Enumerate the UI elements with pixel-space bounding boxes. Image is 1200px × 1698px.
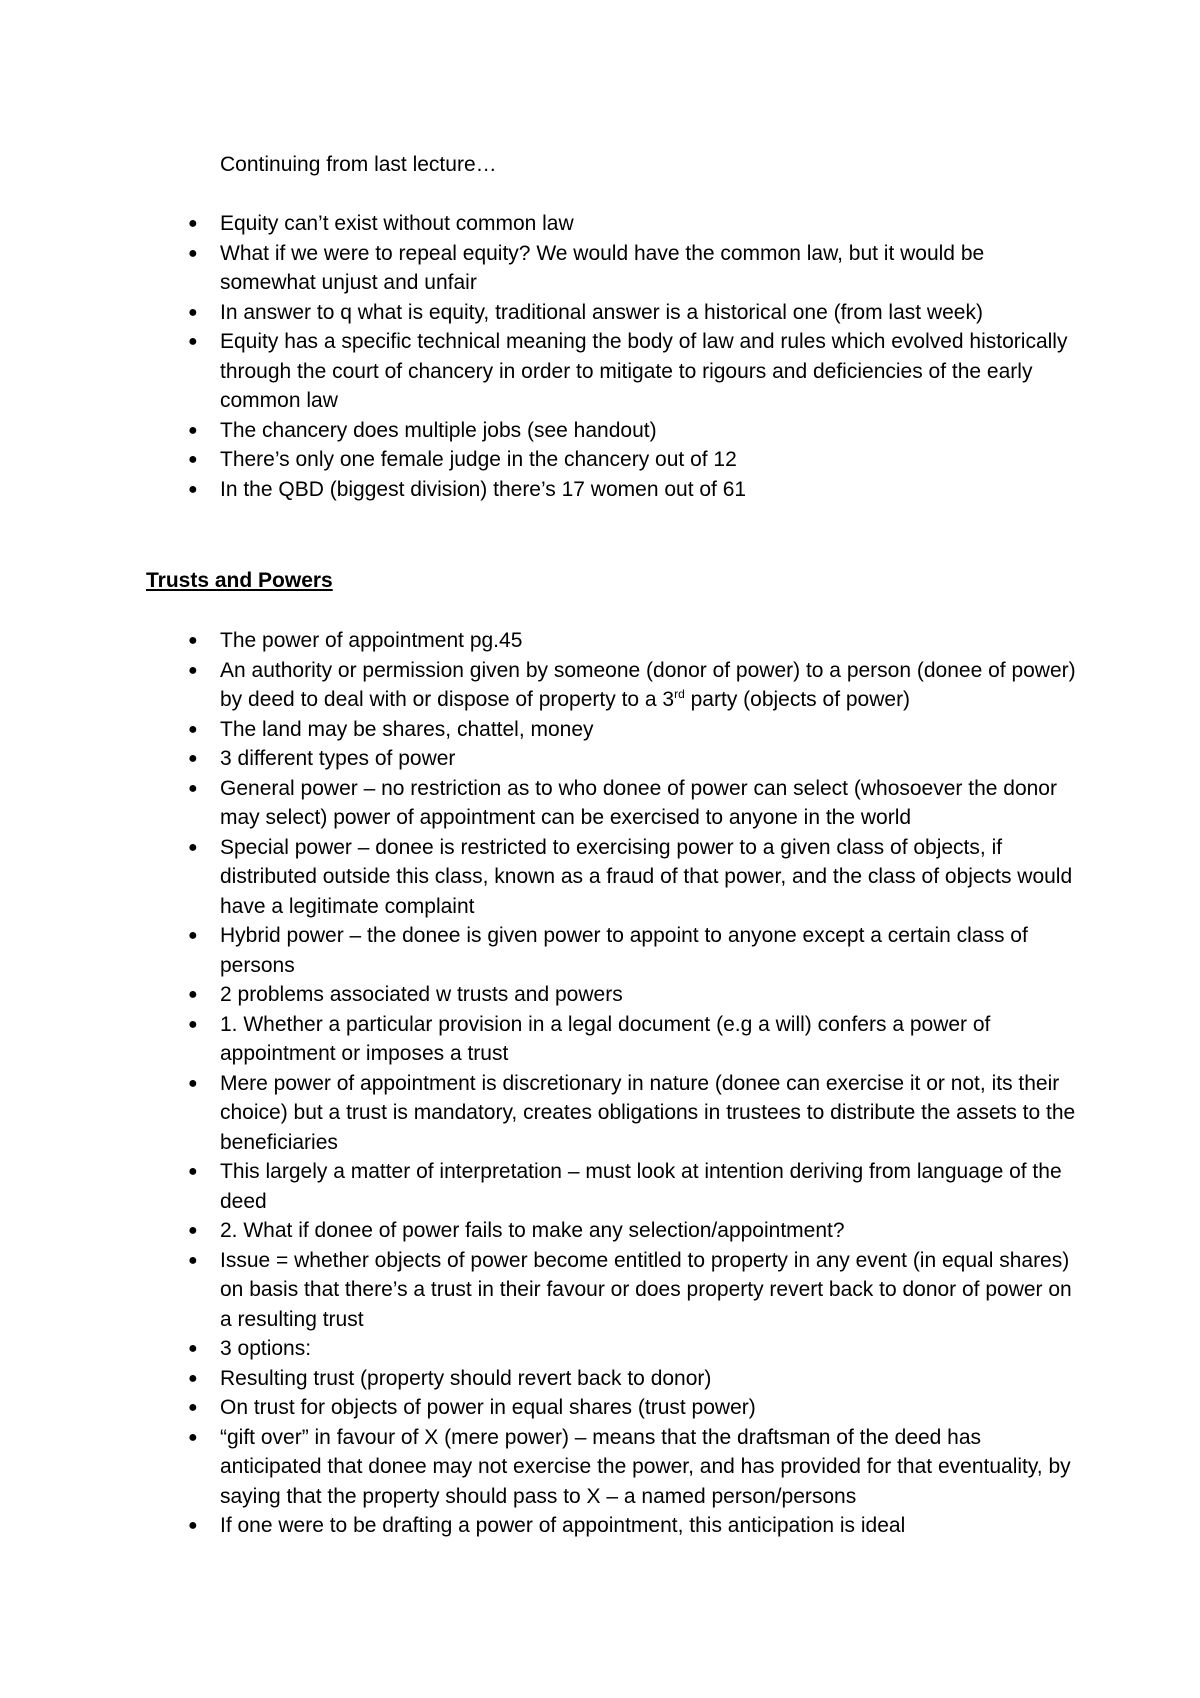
bullet-icon: ● [188, 838, 198, 856]
bullet-icon: ● [188, 986, 198, 1003]
bullet-icon: ● [188, 1222, 198, 1239]
bullet-icon: ● [188, 1340, 198, 1357]
list-item [188, 1157, 1080, 1216]
list-item-text: There’s only one female judge in the chancery out of 12 [220, 448, 737, 471]
bullet-icon: ● [188, 480, 198, 498]
list-item [188, 715, 1080, 745]
list-item-text: 2 problems associated w trusts and powers [220, 983, 623, 1006]
bullet-icon: ● [188, 215, 198, 232]
list-item-text: 2. What if donee of power fails to make any selection/appointment? [220, 1219, 845, 1242]
bullet-icon: ● [188, 720, 198, 738]
list-item-text: On trust for objects of power in equal shares (trust power) [220, 1396, 756, 1419]
list-item-text: What if we were to repeal equity? We would have the common law, but it would be somewhat unjust and unfair [220, 241, 985, 294]
list-item [188, 744, 1080, 774]
list-item [188, 209, 1080, 239]
bullet-icon: ● [188, 1251, 198, 1269]
bullet-icon: ● [188, 1074, 198, 1092]
list-item-text: Equity has a specific technical meaning the body of law and rules which evolved historically through the court of chancery in order to mitigate to rigours and deficiencies of the early common law [220, 330, 1068, 412]
list-item [188, 1423, 1080, 1512]
bullet-icon: ● [188, 750, 198, 767]
list-item [188, 1069, 1080, 1158]
bullet-icon: ● [188, 451, 198, 468]
bullet-icon: ● [188, 1163, 198, 1180]
list-item-text: If one were to be drafting a power of appointment, this anticipation is ideal [220, 1514, 906, 1537]
bullet-icon: ● [188, 1517, 198, 1534]
list-item [188, 656, 1080, 715]
bullet-icon: ● [188, 333, 198, 350]
list-item-text: The land may be shares, chattel, money [220, 717, 594, 741]
list-item [188, 1511, 1080, 1541]
bullet-icon: ● [188, 1369, 198, 1387]
list-item-text: Special power – donee is restricted to exercising power to a given class of objects, if distributed outside this class, known as a fraud of that power, and the class of objects would have a legitimate complaint [220, 835, 1073, 918]
list-item [188, 1010, 1080, 1069]
list-item-text: Hybrid power – the donee is given power to appoint to anyone except a certain class of persons [220, 924, 1028, 977]
list-item [188, 239, 1080, 298]
list-item-text: The chancery does multiple jobs (see handout) [220, 418, 657, 442]
list-item [188, 626, 1080, 656]
bullet-list-trusts-and-powers [188, 626, 1080, 1541]
list-item-text: 3 different types of power [220, 747, 456, 770]
list-item [188, 774, 1080, 833]
ordinal-superscript: rd [674, 687, 685, 701]
list-item-text: “gift over” in favour of X (mere power) – means that the draftsman of the deed has anticipated that donee may not exercise the power, and has provided for that eventuality, by saying that the property should pass to X – a named person/persons [220, 1425, 1071, 1508]
list-item-text: In the QBD (biggest division) there’s 17 women out of 61 [220, 477, 747, 501]
list-item [188, 1246, 1080, 1335]
list-item [188, 298, 1080, 328]
list-item-text: General power – no restriction as to who donee of power can select (whosoever the donor may select) power of appointment can be exercised to anyone in the world [220, 776, 1057, 829]
list-item [188, 1393, 1080, 1423]
bullet-list-equity [188, 209, 1080, 504]
list-item [188, 327, 1080, 416]
list-item [188, 1364, 1080, 1394]
intro-line: Continuing from last lecture… [220, 153, 497, 176]
section-heading-trusts-and-powers: Trusts and Powers [146, 569, 333, 592]
list-item [188, 921, 1080, 980]
list-item-text: Equity can’t exist without common law [220, 212, 574, 235]
bullet-icon: ● [188, 1399, 198, 1416]
bullet-icon: ● [188, 779, 198, 797]
list-item-text: 3 options: [220, 1337, 312, 1360]
list-item-text: Mere power of appointment is discretionary in nature (donee can exercise it or not, its their choice) but a trust is mandatory, creates obligations in trustees to distribute the assets to the beneficiaries [220, 1071, 1076, 1154]
list-item [188, 833, 1080, 922]
list-item [188, 416, 1080, 446]
list-item [188, 1334, 1080, 1364]
list-item-text: The power of appointment pg.45 [220, 629, 523, 652]
list-item-text: Issue = whether objects of power become entitled to property in any event (in equal shares) on basis that there’s a trust in their favour or does property revert back to donor of power on a resulting trust [220, 1248, 1072, 1331]
list-item-text: Resulting trust (property should revert back to donor) [220, 1366, 712, 1390]
list-item-text: An authority or permission given by someone (donor of power) to a person (donee of power) by deed to deal with or dispose of property to a 3 [220, 658, 1076, 711]
bullet-icon: ● [188, 244, 198, 262]
list-item [188, 445, 1080, 475]
bullet-icon: ● [188, 1428, 198, 1446]
list-item-text: In answer to q what is equity, traditional answer is a historical one (from last week) [220, 300, 983, 324]
bullet-icon: ● [188, 632, 198, 649]
list-item [188, 475, 1080, 505]
list-item-text: party (objects of power) [684, 688, 911, 711]
bullet-icon: ● [188, 303, 198, 321]
list-item [188, 1216, 1080, 1246]
list-item [188, 980, 1080, 1010]
list-item-text: 1. Whether a particular provision in a legal document (e.g a will) confers a power of appointment or imposes a trust [220, 1012, 991, 1065]
bullet-icon: ● [188, 1015, 198, 1033]
bullet-icon: ● [188, 661, 198, 679]
bullet-icon: ● [188, 927, 198, 944]
bullet-icon: ● [188, 421, 198, 439]
list-item-text: This largely a matter of interpretation – must look at intention deriving from language of the deed [220, 1160, 1062, 1213]
